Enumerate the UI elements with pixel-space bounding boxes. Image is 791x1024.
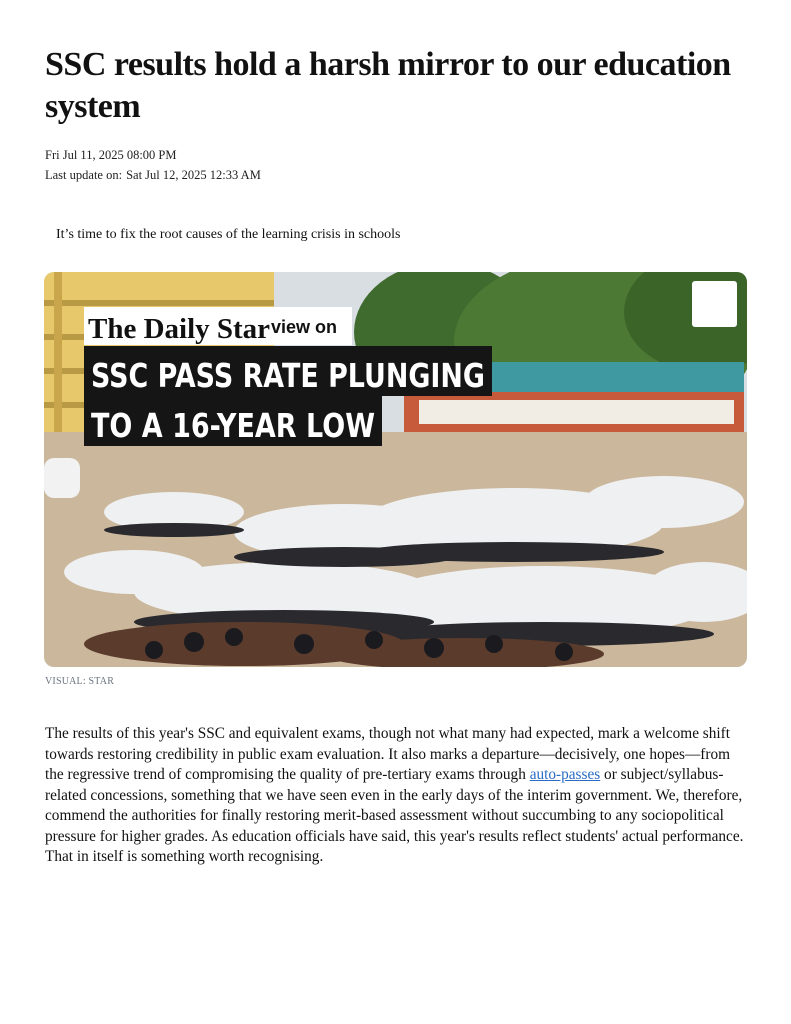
brand-logo: The Daily Star xyxy=(88,313,271,345)
view-on-text: view on xyxy=(271,317,338,337)
publish-date: Fri Jul 11, 2025 08:00 PM xyxy=(45,148,177,162)
image-caption: VISUAL: STAR xyxy=(45,676,115,687)
overlay-headline-line1: SSC PASS RATE PLUNGING xyxy=(91,356,485,395)
auto-passes-link[interactable]: auto-passes xyxy=(529,766,601,783)
article-headline: SSC results hold a harsh mirror to our education system xyxy=(45,46,731,125)
overlay-headline-line2: TO A 16-YEAR LOW xyxy=(91,406,375,445)
body-text-part2: or subject/syllabus-related concessions, something that we have seen even in the early days of the interim government. We, therefore, commend the authorities for finally restoring merit-based assessment without succumbing to any sociopolitical pressure for higher grades. As education officials have said, this year's results reflect students' actual performance. That in itself is something worth recognising. xyxy=(45,766,744,865)
article-body xyxy=(45,724,750,868)
last-update-value: Sat Jul 12, 2025 12:33 AM xyxy=(126,168,261,182)
article-subtitle: It’s time to fix the root causes of the learning crisis in schools xyxy=(56,227,401,242)
hero-image xyxy=(44,272,747,667)
last-update xyxy=(45,167,261,183)
last-update-label: Last update on: xyxy=(45,168,123,182)
body-text-part1: The results of this year's SSC and equivalent exams, though not what many had expected, mark a welcome shift towards restoring credibility in public exam evaluation. It also marks a departure—decisively, one hopes—from the regressive trend of compromising the quality of pre-tertiary exams through xyxy=(45,725,731,783)
